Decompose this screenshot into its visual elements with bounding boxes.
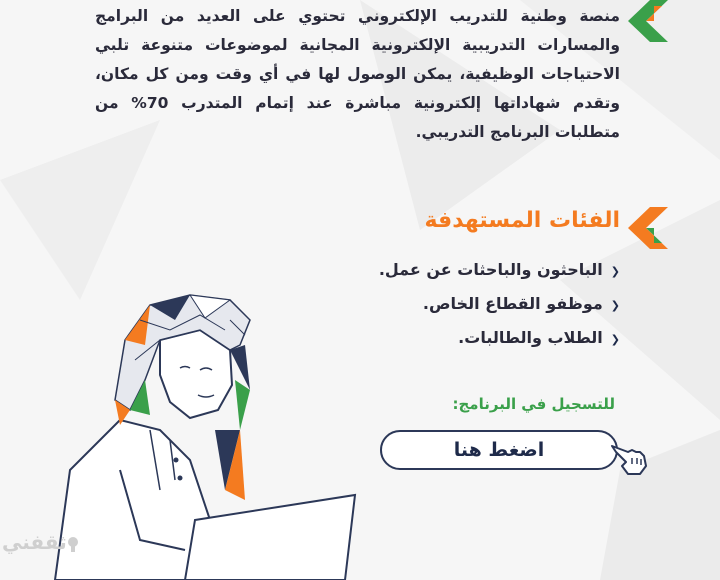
section-chevron-icon: [628, 0, 668, 42]
target-groups-list: [379, 255, 620, 357]
intro-paragraph: منصة وطنية للتدريب الإلكتروني تحتوي على العديد من البرامج والمسارات التدريبية الإلكترونية المجانية لموضوعات متنوعة تلبي الاحتياجات الوظيفية، يمكن الوصول لها في أي وقت ومن كل مكان، وتقدم شهاداتها إلكترونية مباشرة عند إتمام المتدرب 70% من متطلبات البرنامج التدريبي.: [95, 7, 620, 141]
bullet-chevron-icon: ❮: [610, 299, 620, 312]
list-item: [379, 255, 620, 289]
watermark-logo: ثقفني: [2, 530, 67, 554]
list-item-label: موظفو القطاع الخاص.: [422, 294, 603, 313]
section-title: الفئات المستهدفة: [424, 208, 620, 233]
pointing-hand-icon: [610, 438, 652, 478]
list-item: [379, 289, 620, 323]
list-item-label: الطلاب والطالبات.: [458, 328, 603, 347]
register-button-label: اضغط هنا: [453, 439, 545, 461]
watermark-logo-icon: [66, 535, 80, 553]
register-label: للتسجيل في البرنامج:: [452, 395, 615, 413]
bullet-chevron-icon: ❮: [610, 333, 620, 346]
register-button[interactable]: [380, 430, 618, 470]
list-item: [379, 323, 620, 357]
bullet-chevron-icon: ❮: [610, 265, 620, 278]
list-item-label: الباحثون والباحثات عن عمل.: [378, 260, 603, 279]
section-chevron-icon: [628, 207, 668, 249]
